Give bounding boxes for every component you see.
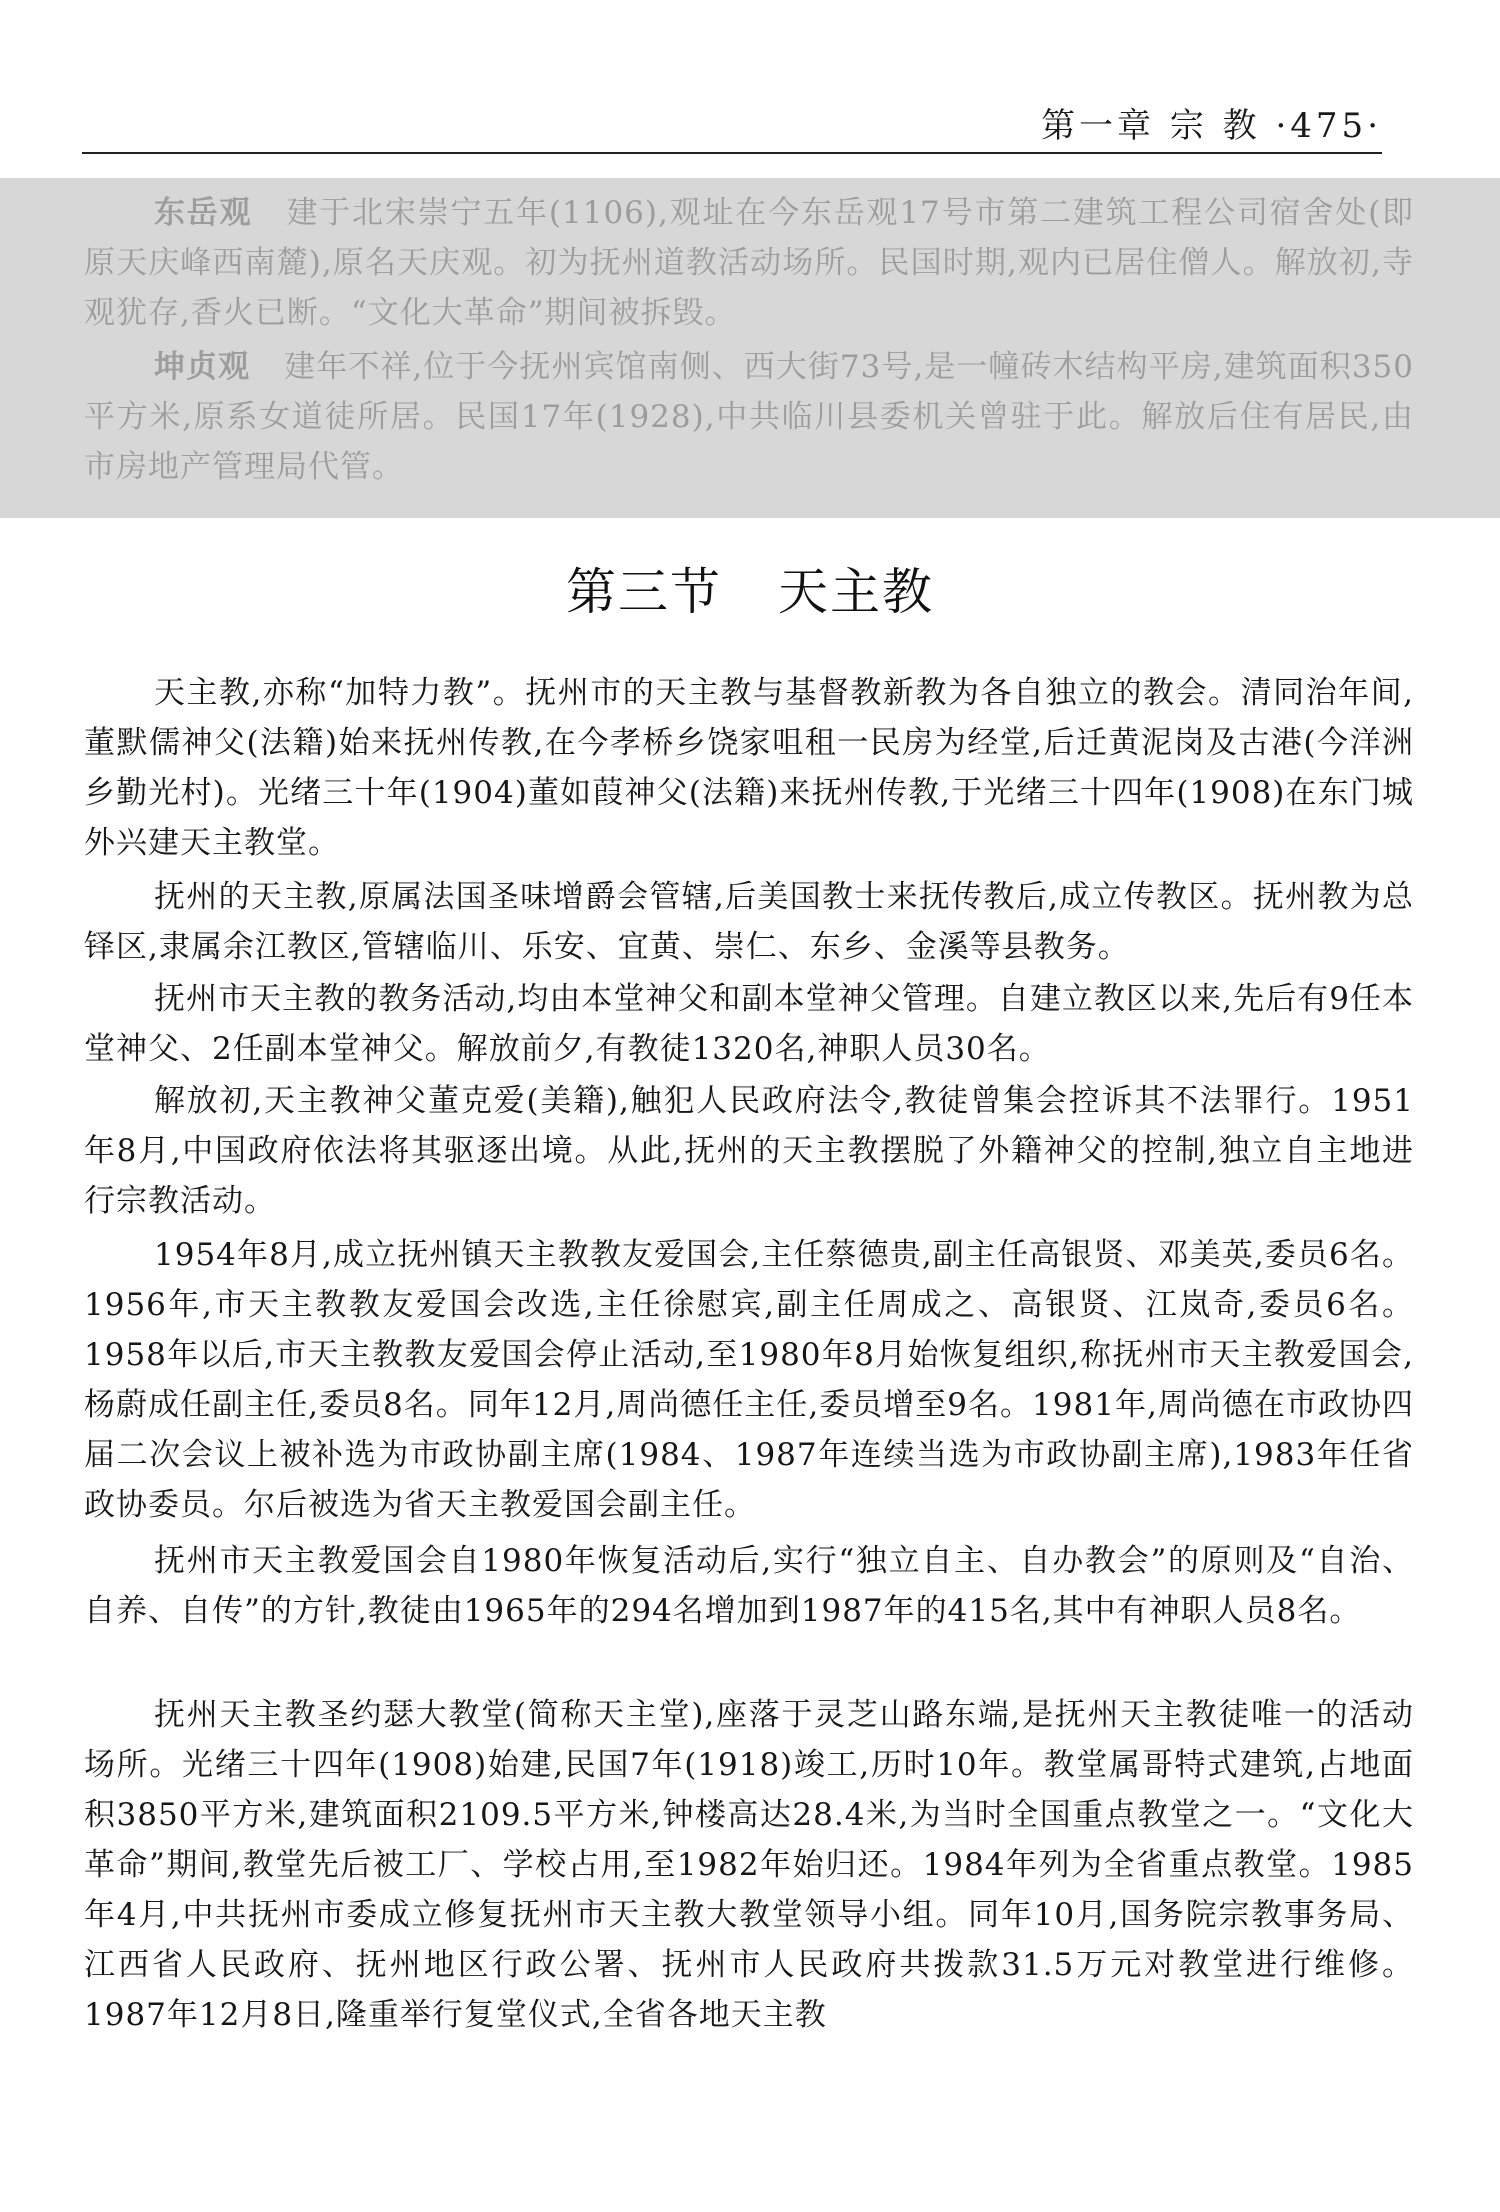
entry-kunzhenguan [84, 342, 1414, 492]
paragraph: 抚州市天主教爱国会自1980年恢复活动后,实行“独立自主、自办教会”的原则及“自治、自养、自传”的方针,教徒由1965年的294名增加到1987年的415名,其中有神职人员8名。 [84, 1543, 1414, 1629]
entry-text: 建年不祥,位于今抚州宾馆南侧、西大街73号,是一幢砖木结构平房,建筑面积350平方米,原系女道徒所居。民国17年(1928),中共临川县委机关曾驻于此。解放后住有居民,由市房地产管理局代管。 [84, 349, 1415, 485]
entry-text: 建于北宋崇宁五年(1106),观址在今东岳观17号市第二建筑工程公司宿舍处(即原天庆峰西南麓),原名天庆观。初为抚州道教活动场所。民国时期,观内已居住僧人。解放初,寺观犹存,香火已断。“文化大革命”期间被拆毁。 [84, 195, 1414, 331]
page-header [0, 92, 1500, 152]
section-number: 第三节 [566, 563, 722, 621]
entry-name: 东岳观 [154, 195, 253, 231]
paragraph: 抚州市天主教的教务活动,均由本堂神父和副本堂神父管理。自建立教区以来,先后有9任本堂神父、2任副本堂神父。解放前夕,有教徒1320名,神职人员30名。 [84, 981, 1414, 1067]
paragraph: 解放初,天主教神父董克爱(美籍),触犯人民政府法令,教徒曾集会控诉其不法罪行。1951年8月,中国政府依法将其驱逐出境。从此,抚州的天主教摆脱了外籍神父的控制,独立自主地进行宗教活动。 [84, 1083, 1414, 1219]
entry-dongyueguan [84, 188, 1414, 338]
section-title: 天主教 [778, 563, 934, 621]
section-heading [0, 552, 1500, 624]
running-head: 第一章 宗 教 ·475· [1041, 106, 1382, 146]
paragraph: 抚州的天主教,原属法国圣味增爵会管辖,后美国教士来抚传教后,成立传教区。抚州教为总铎区,隶属余江教区,管辖临川、乐安、宜黄、崇仁、东乡、金溪等县教务。 [84, 879, 1414, 965]
entry-name: 坤贞观 [154, 349, 251, 385]
paragraph: 天主教,亦称“加特力教”。抚州市的天主教与基督教新教为各自独立的教会。清同治年间,董默儒神父(法籍)始来抚州传教,在今孝桥乡饶家咀租一民房为经堂,后迁黄泥岗及古港(今洋洲乡勤光村)。光绪三十年(1904)董如葭神父(法籍)来抚州传教,于光绪三十四年(1908)在东门城外兴建天主教堂。 [84, 675, 1414, 861]
paragraph: 抚州天主教圣约瑟大教堂(简称天主堂),座落于灵芝山路东端,是抚州天主教徒唯一的活动场所。光绪三十四年(1908)始建,民国7年(1918)竣工,历时10年。教堂属哥特式建筑,占地面积3850平方米,建筑面积2109.5平方米,钟楼高达28.4米,为当时全国重点教堂之一。“文化大革命”期间,教堂先后被工厂、学校占用,至1982年始归还。1984年列为全省重点教堂。1985年4月,中共抚州市委成立修复抚州市天主教大教堂领导小组。同年10月,国务院宗教事务局、江西省人民政府、抚州地区行政公署、抚州市人民政府共拨款31.5万元对教堂进行维修。1987年12月8日,隆重举行复堂仪式,全省各地天主教 [84, 1697, 1414, 2033]
paragraph: 1954年8月,成立抚州镇天主教教友爱国会,主任蔡德贵,副主任高银贤、邓美英,委员6名。1956年,市天主教教友爱国会改选,主任徐慰宾,副主任周成之、高银贤、江岚奇,委员6名。1958年以后,市天主教教友爱国会停止活动,至1980年8月始恢复组织,称抚州市天主教爱国会,杨蔚成任副主任,委员8名。同年12月,周尚德任主任,委员增至9名。1981年,周尚德在市政协四届二次会议上被补选为市政协副主席(1984、1987年连续当选为市政协副主席),1983年任省政协委员。尔后被选为省天主教爱国会副主任。 [84, 1237, 1414, 1523]
header-rule [82, 152, 1382, 154]
